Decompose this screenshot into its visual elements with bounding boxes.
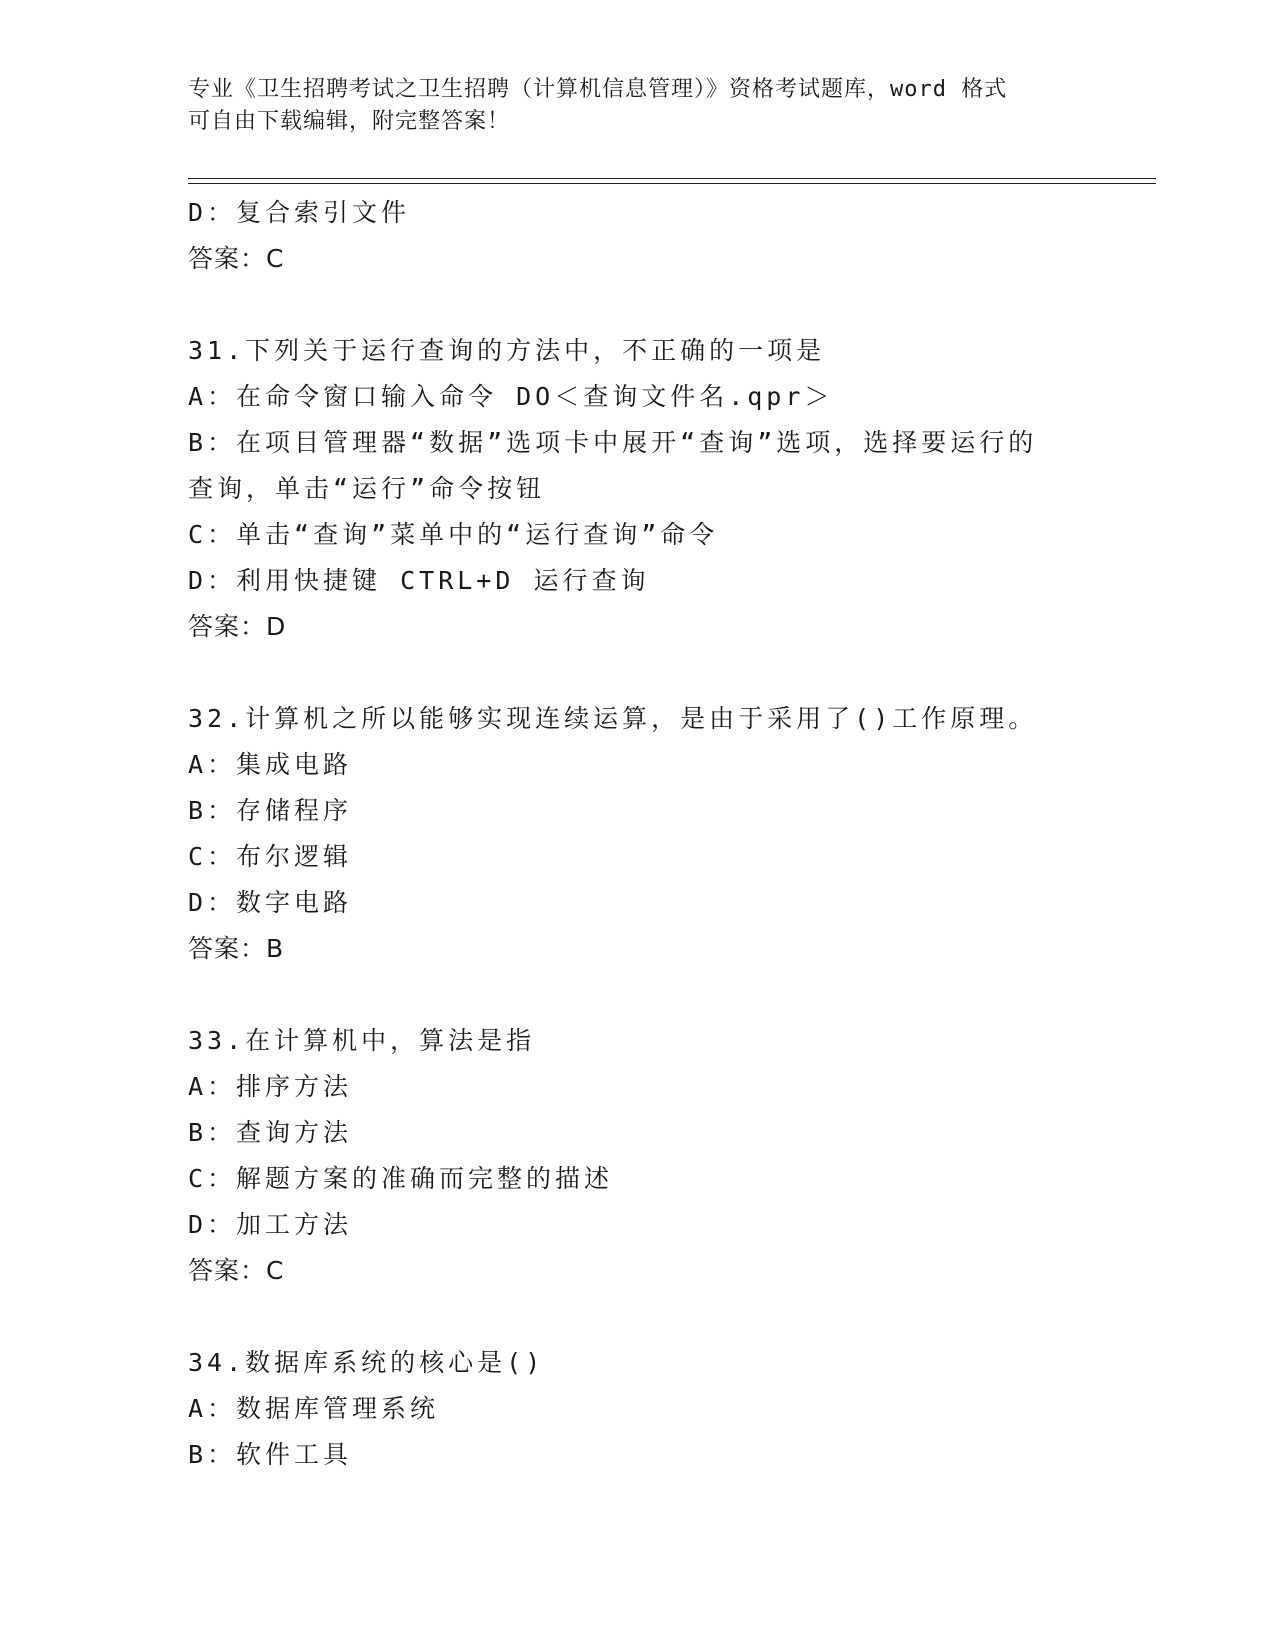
question-text: 32.计算机之所以能够实现连续运算，是由于采用了()工作原理。 (188, 704, 1038, 733)
option-a: A：数据库管理系统 (188, 1394, 440, 1423)
answer: 答案：C (188, 244, 285, 273)
question-34 (188, 1340, 1088, 1478)
option-b-line-2: 查询，单击“运行”命令按钮 (188, 474, 546, 503)
spacer (188, 282, 1088, 328)
option-b-line-1: B：在项目管理器“数据”选项卡中展开“查询”选项，选择要运行的 (188, 428, 1038, 457)
header-divider-bottom (188, 183, 1156, 184)
question-list (188, 190, 1088, 1478)
option-a: A：在命令窗口输入命令 DO＜查询文件名.qpr＞ (188, 382, 834, 411)
question-33 (188, 1018, 1088, 1294)
question-32 (188, 696, 1088, 972)
answer: 答案：C (188, 1256, 285, 1285)
question-text: 33.在计算机中，算法是指 (188, 1026, 536, 1055)
option-b: B：查询方法 (188, 1118, 353, 1147)
answer: 答案：B (188, 934, 285, 963)
option-b: B：存储程序 (188, 796, 353, 825)
question-text: 31.下列关于运行查询的方法中，不正确的一项是 (188, 336, 826, 365)
spacer (188, 650, 1088, 696)
option-a: A：集成电路 (188, 750, 353, 779)
option-d: D：复合索引文件 (188, 198, 411, 227)
option-d: D：数字电路 (188, 888, 353, 917)
previous-question-tail (188, 190, 1088, 282)
option-a: A：排序方法 (188, 1072, 353, 1101)
option-c: C：布尔逻辑 (188, 842, 353, 871)
option-b: B：软件工具 (188, 1440, 353, 1469)
option-d: D：利用快捷键 CTRL+D 运行查询 (188, 566, 650, 595)
answer: 答案：D (188, 612, 287, 641)
document-header (188, 74, 1088, 138)
spacer (188, 972, 1088, 1018)
header-line-1: 专业《卫生招聘考试之卫生招聘（计算机信息管理）》资格考试题库，word 格式 (188, 77, 1008, 102)
option-d: D：加工方法 (188, 1210, 353, 1239)
option-c: C：单击“查询”菜单中的“运行查询”命令 (188, 520, 719, 549)
option-c: C：解题方案的准确而完整的描述 (188, 1164, 614, 1193)
question-text: 34.数据库系统的核心是() (188, 1348, 545, 1377)
header-divider-top (188, 178, 1156, 179)
header-line-2: 可自由下载编辑，附完整答案！ (188, 109, 511, 134)
question-31 (188, 328, 1088, 650)
spacer (188, 1294, 1088, 1340)
